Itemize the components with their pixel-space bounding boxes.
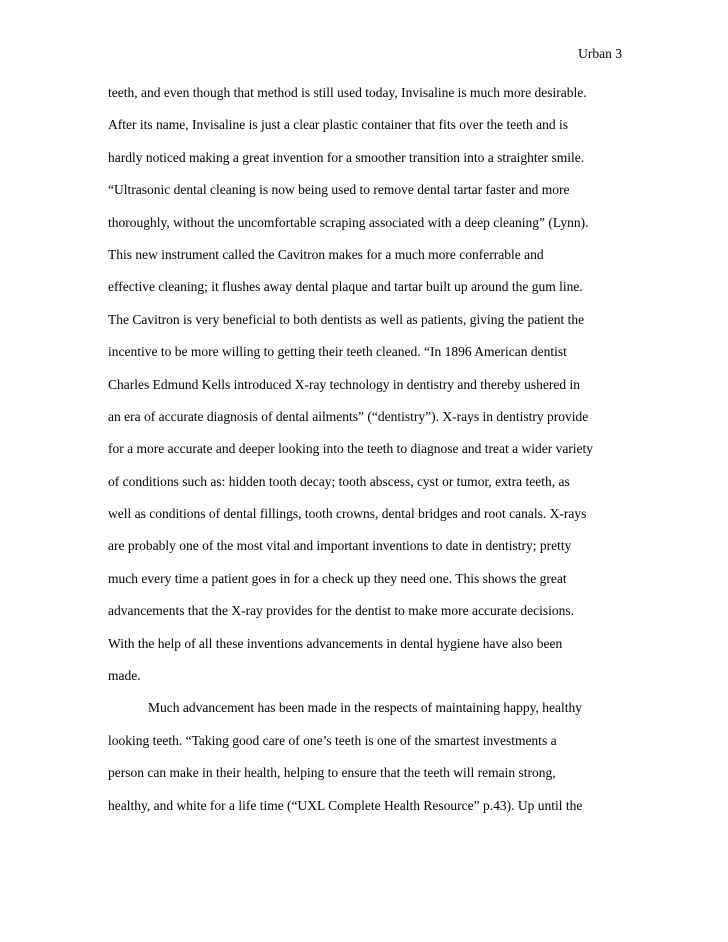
text-line: “Ultrasonic dental cleaning is now being used to remove dental tartar faster and more	[108, 182, 570, 198]
text-line: thoroughly, without the uncomfortable scraping associated with a deep cleaning” (Lynn).	[108, 214, 589, 230]
text-line: person can make in their health, helping to ensure that the teeth will remain strong,	[108, 765, 556, 781]
text-line: well as conditions of dental fillings, tooth crowns, dental bridges and root canals. X-rays	[108, 506, 587, 522]
text-line: made.	[108, 668, 141, 684]
text-line: looking teeth. “Taking good care of one’s teeth is one of the smartest investments a	[108, 732, 557, 748]
text-line: After its name, Invisaline is just a clear plastic container that fits over the teeth and is	[108, 117, 568, 133]
text-line: for a more accurate and deeper looking into the teeth to diagnose and treat a wider variety	[108, 441, 594, 457]
running-header: Urban 3	[578, 46, 622, 61]
body-text	[108, 85, 628, 830]
text-line: are probably one of the most vital and important inventions to date in dentistry; pretty	[108, 538, 572, 554]
text-line: teeth, and even though that method is still used today, Invisaline is much more desirable.	[108, 85, 587, 100]
paragraph-first-line: Much advancement has been made in the respects of maintaining happy, healthy	[148, 700, 582, 716]
text-line: of conditions such as: hidden tooth decay; tooth abscess, cyst or tumor, extra teeth, as	[108, 473, 570, 489]
text-line: much every time a patient goes in for a check up they need one. This shows the great	[108, 570, 567, 586]
text-line: an era of accurate diagnosis of dental ailments” (“dentistry”). X-rays in dentistry provide	[108, 408, 589, 424]
text-line: With the help of all these inventions advancements in dental hygiene have also been	[108, 635, 563, 651]
text-line: healthy, and white for a life time (“UXL Complete Health Resource” p.43). Up until the	[108, 797, 583, 813]
text-line: The Cavitron is very beneficial to both dentists as well as patients, giving the patient the	[108, 311, 585, 327]
text-line: This new instrument called the Cavitron makes for a much more conferrable and	[108, 246, 544, 262]
text-line: effective cleaning; it flushes away dental plaque and tartar built up around the gum line.	[108, 279, 583, 295]
text-line: incentive to be more willing to getting their teeth cleaned. “In 1896 American dentist	[108, 344, 567, 360]
text-line: hardly noticed making a great invention for a smoother transition into a straighter smile.	[108, 149, 585, 165]
text-line: Charles Edmund Kells introduced X-ray technology in dentistry and thereby ushered in	[108, 376, 581, 392]
text-line: advancements that the X-ray provides for the dentist to make more accurate decisions.	[108, 603, 574, 619]
